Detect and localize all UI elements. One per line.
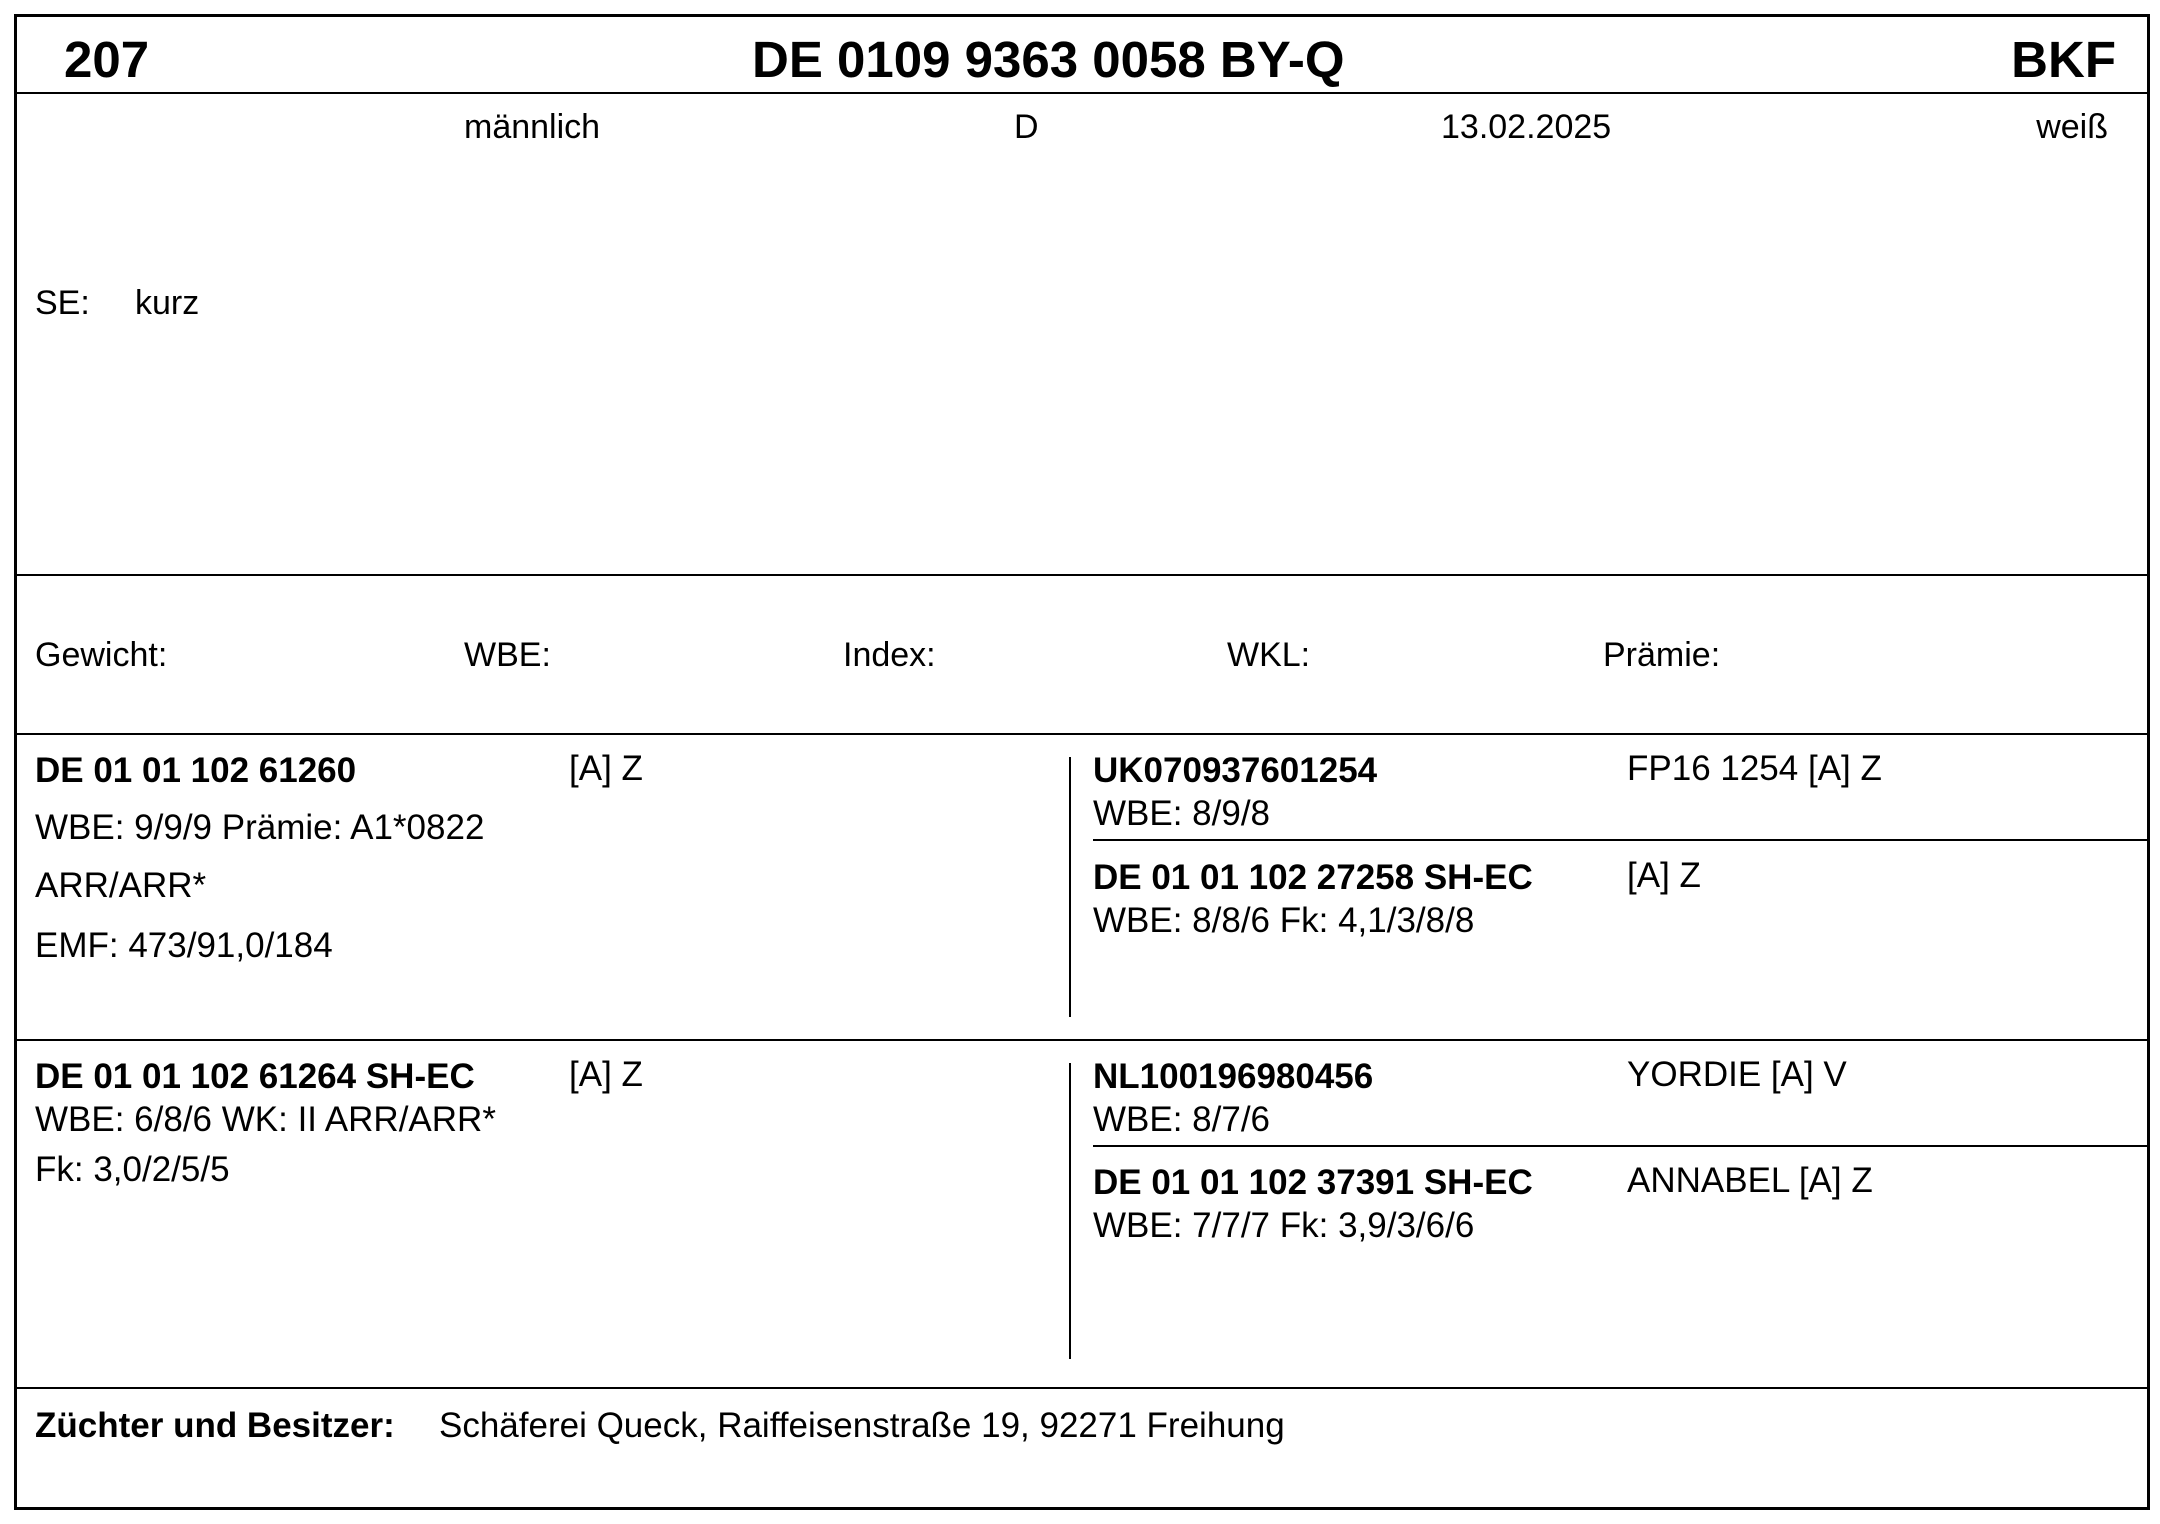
weight-label: Gewicht: [35, 636, 168, 674]
dam-sire-id: NL100196980456 [1093, 1057, 1374, 1096]
praemie-label: Prämie: [1603, 636, 1721, 674]
sire-genotype: ARR/ARR* [35, 866, 207, 905]
animal-number: 207 [64, 31, 150, 88]
breeder-label: Züchter und Besitzer: [35, 1406, 395, 1445]
divider-dam-block [14, 1039, 2150, 1041]
sire-sire-wbe: WBE: 8/9/8 [1093, 794, 1271, 833]
divider-sire-block [14, 733, 2150, 735]
sire-dam-wbe: WBE: 8/8/6 Fk: 4,1/3/8/8 [1093, 901, 1475, 940]
divider-dam-parents [1093, 1145, 2150, 1147]
sire-emf: EMF: 473/91,0/184 [35, 926, 333, 965]
ear-tag-number: DE 0109 9363 0058 BY-Q [752, 31, 1345, 88]
sire-sire-tag: FP16 1254 [A] Z [1627, 749, 1882, 788]
birth-date: 13.02.2025 [1441, 108, 1612, 146]
divider-dam-vertical [1069, 1063, 1071, 1359]
color-value: weiß [2036, 108, 2108, 146]
divider-header [14, 92, 2150, 94]
dam-sire-tag: YORDIE [A] V [1627, 1055, 1847, 1094]
grade-value: D [1014, 108, 1039, 146]
index-label: Index: [843, 636, 936, 674]
dam-id: DE 01 01 102 61264 SH-EC [35, 1057, 475, 1096]
sire-wbe: WBE: 9/9/9 Prämie: A1*0822 [35, 808, 485, 847]
breed-code: BKF [2011, 31, 2116, 88]
divider-performance [14, 574, 2150, 576]
dam-dam-id: DE 01 01 102 37391 SH-EC [1093, 1163, 1533, 1202]
sire-dam-tag: [A] Z [1627, 856, 1701, 895]
divider-sire-parents [1093, 839, 2150, 841]
se-label: SE: [35, 284, 90, 322]
dam-dam-wbe: WBE: 7/7/7 Fk: 3,9/3/6/6 [1093, 1206, 1475, 1245]
sire-id: DE 01 01 102 61260 [35, 751, 357, 790]
sire-sire-id: UK070937601254 [1093, 751, 1378, 790]
wkl-label: WKL: [1227, 636, 1311, 674]
dam-sire-wbe: WBE: 8/7/6 [1093, 1100, 1271, 1139]
se-value: kurz [135, 284, 200, 322]
dam-fk: Fk: 3,0/2/5/5 [35, 1150, 230, 1189]
sex-value: männlich [464, 108, 601, 146]
dam-tag: [A] Z [569, 1055, 643, 1094]
wbe-label: WBE: [464, 636, 551, 674]
dam-wbe: WBE: 6/8/6 WK: II ARR/ARR* [35, 1100, 496, 1139]
sire-tag: [A] Z [569, 749, 643, 788]
dam-dam-tag: ANNABEL [A] Z [1627, 1161, 1873, 1200]
divider-sire-vertical [1069, 757, 1071, 1017]
breeder-value: Schäferei Queck, Raiffeisenstraße 19, 92271 Freihung [439, 1406, 1285, 1445]
divider-breeder [14, 1387, 2150, 1389]
sire-dam-id: DE 01 01 102 27258 SH-EC [1093, 858, 1533, 897]
